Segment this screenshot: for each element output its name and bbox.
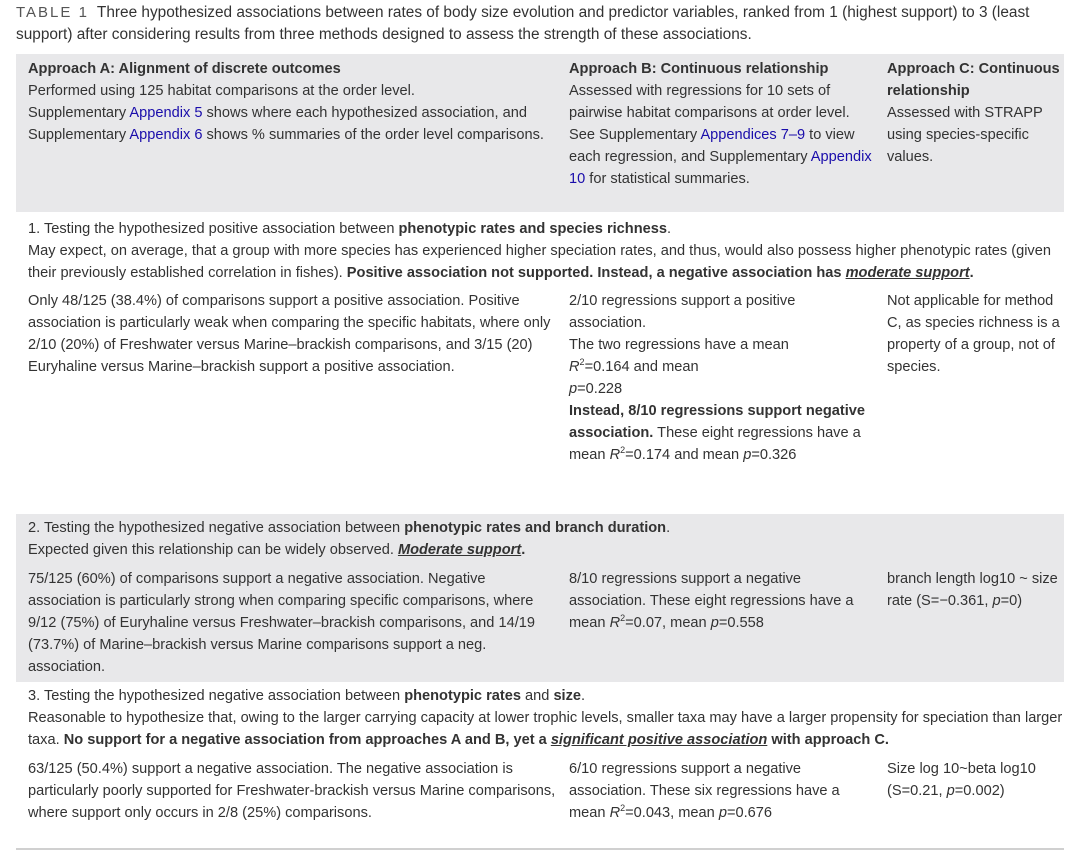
p-symbol: p: [743, 447, 752, 463]
text: Reasonable to hypothesize that, owing to the larger carrying capacity at lower trophic levels, smaller taxa may have a larger propensity for speciation than larger taxa.: [28, 710, 1063, 748]
section-2: [16, 514, 1064, 682]
text: .: [969, 265, 974, 281]
section-1-approach-c: Not applicable for method C, as species richness is a property of a group, not of species.: [887, 293, 1060, 375]
verdict: No support for a negative association from approaches A and B, yet a: [63, 732, 551, 748]
section-3: [16, 685, 1064, 824]
approach-a-desc: Performed using 125 habitat comparisons at the order level.: [28, 83, 415, 99]
text: Size log 10~beta log10 (S=0.21,: [887, 761, 1036, 799]
section-2-approach-c: [875, 568, 1064, 678]
text: shows % summaries of the order level comparisons.: [202, 127, 544, 143]
sup: 2: [620, 613, 626, 624]
p-symbol: p: [992, 593, 1001, 609]
approach-c-title: Approach C: Continuous relationship: [887, 61, 1060, 99]
sup: 2: [620, 803, 626, 814]
r-symbol: R: [609, 447, 621, 463]
appendices-7-9-link[interactable]: Appendices 7–9: [700, 127, 806, 143]
support-level: Moderate support: [397, 542, 522, 558]
p-symbol: p: [710, 615, 719, 631]
approach-b-header: [557, 58, 875, 190]
text: with approach C.: [767, 732, 889, 748]
verdict: Positive association not supported. Instead, a negative association has: [346, 265, 846, 281]
text: =0.326: [751, 447, 797, 463]
text: Expected given this relationship can be widely observed.: [28, 542, 398, 558]
text: =0.07, mean: [625, 615, 711, 631]
text: 1. Testing the hypothesized positive association between: [28, 221, 399, 237]
text: Supplementary: [28, 105, 130, 121]
appendix-6-link[interactable]: Appendix 6: [129, 127, 203, 143]
text: .: [581, 688, 586, 704]
text: =0.558: [718, 615, 764, 631]
section-3-approach-a: 63/125 (50.4%) support a negative association. The negative association is particularly poorly supported for Freshwater-brackish versus Marine comparisons, where support only occurs in 2/8 (25%) comparisons.: [28, 761, 556, 821]
text: size: [553, 688, 582, 704]
approach-b-desc: Assessed with regressions for 10 sets of pairwise habitat comparisons at order level.: [569, 83, 850, 121]
section-3-approach-c: [875, 758, 1064, 824]
text: 3. Testing the hypothesized negative association between: [28, 688, 405, 704]
text: =0): [1000, 593, 1023, 609]
approach-b-title: Approach B: Continuous relationship: [569, 61, 829, 77]
text: =0.174 and mean: [625, 447, 744, 463]
text: 2/10 regressions support a positive association.: [569, 293, 796, 331]
approach-a-header: [16, 58, 557, 190]
approach-c-header: [875, 58, 1064, 190]
text: phenotypic rates and branch duration: [404, 520, 667, 536]
support-level: significant positive association: [550, 732, 768, 748]
text: branch length log10 ~ size rate (S=−0.361,: [887, 571, 1058, 609]
text: =0.164 and mean: [584, 359, 699, 375]
text: 2. Testing the hypothesized negative association between: [28, 520, 405, 536]
text: .: [521, 542, 526, 558]
caption-text: Three hypothesized associations between rates of body size evolution and predictor variables, ranked from 1 (highest support) to 3 (least support) after considering results from three methods designed to assess the strength of these associations.: [16, 4, 1030, 43]
section-1: [16, 218, 1064, 466]
text: .: [666, 520, 671, 536]
appendix-10-link[interactable]: Appendix 10: [569, 149, 872, 187]
section-3-intro: [16, 685, 1064, 751]
text: phenotypic rates and species richness: [398, 221, 667, 237]
text: The two regressions have a mean: [569, 337, 789, 353]
text: 6/10 regressions support a negative association. These six regressions have a mean: [569, 761, 840, 821]
r-symbol: R: [609, 615, 621, 631]
section-1-approach-a: Only 48/125 (38.4%) of comparisons support a positive association. Positive association is particularly weak when comparing the specific habitats, where only 2/10 (20%) of Freshwater versus Marine–brackish comparisons, and 3/15 (20) Euryhaline versus Marine–brackish support a positive association.: [28, 293, 551, 375]
text: Instead, 8/10 regressions support negative association.: [569, 403, 866, 441]
text: 8/10 regressions support a negative association. These eight regressions have a mean: [569, 571, 854, 631]
text: See Supplementary: [569, 127, 701, 143]
approach-a-supplement: [28, 102, 557, 146]
text: =0.002): [954, 783, 1005, 799]
text: =0.676: [726, 805, 773, 821]
approach-a-title: Approach A: Alignment of discrete outcomes: [28, 61, 341, 77]
table-header: [16, 54, 1064, 212]
text: =0.043, mean: [625, 805, 719, 821]
text: to view each regression, and Supplementary: [569, 127, 855, 165]
sup: 2: [620, 445, 626, 456]
text: These eight regressions have a mean: [569, 425, 861, 463]
table-label: TABLE 1: [16, 4, 89, 21]
section-3-approach-b: [557, 758, 875, 824]
approach-b-supplement: [569, 124, 875, 190]
r-symbol: R: [609, 805, 621, 821]
appendix-5-link[interactable]: Appendix 5: [129, 105, 203, 121]
text: shows where each hypothesized association, and Supplementary: [28, 105, 527, 143]
section-2-intro: [16, 514, 1064, 561]
text: May expect, on average, that a group with more species has experienced higher speciation rates, and thus, would also possess higher phenotypic rates (given their previously established correlation in fishes).: [28, 243, 1051, 281]
text: =0.228: [577, 381, 623, 397]
section-2-approach-a: 75/125 (60%) of comparisons support a negative association. Negative association is particularly strong when comparing specific comparisons, where 9/12 (75%) of Euryhaline versus Freshwater–brackish comparisons, and 14/19 (73.7%) of Marine–brackish versus Marine comparisons support a neg. association.: [28, 571, 535, 675]
sup: 2: [579, 357, 585, 368]
approach-c-desc: Assessed with STRAPP using species-specific values.: [887, 105, 1043, 165]
p-symbol: p: [946, 783, 955, 799]
text: and: [520, 688, 554, 704]
table-caption: [16, 2, 1066, 46]
text: phenotypic rates: [404, 688, 521, 704]
text: for statistical summaries.: [585, 171, 750, 187]
text: .: [666, 221, 672, 237]
p-symbol: p: [569, 381, 578, 397]
section-2-approach-b: [557, 568, 875, 678]
table-bottom-rule: [16, 848, 1064, 850]
p-symbol: p: [718, 805, 727, 821]
section-1-intro: [16, 218, 1064, 284]
section-1-approach-b: [557, 290, 875, 466]
r-symbol: R: [569, 359, 580, 375]
support-level: moderate support: [845, 265, 970, 281]
